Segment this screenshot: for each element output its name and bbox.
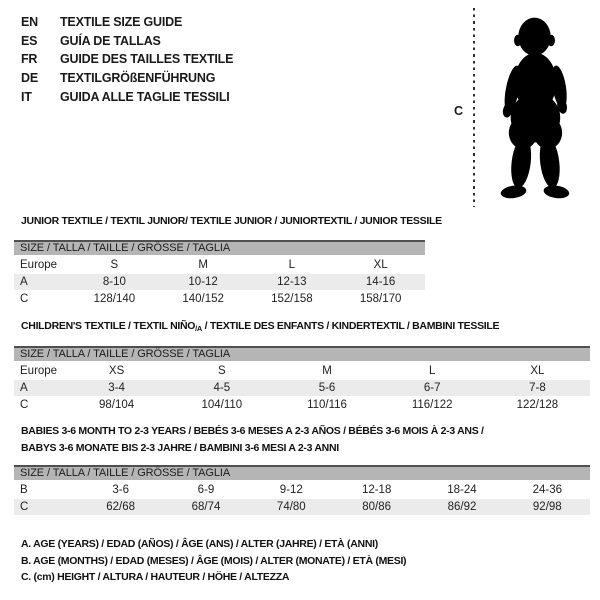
value-cell: 104/110 — [201, 399, 243, 411]
children-title-pre: CHILDREN'S TEXTILE / TEXTIL NIÑO — [21, 320, 196, 332]
footnote-age-years: A. AGE (YEARS) / EDAD (AÑOS) / ÂGE (ANS) / ALTER (JAHRE) / ETÀ (ANNI) — [21, 538, 378, 550]
row-label-cell: C — [20, 399, 29, 411]
children-title-post: / TEXTILE DES ENFANTS / KINDERTEXTIL / BAMBINI TESSILE — [202, 320, 500, 332]
footnote-legend — [21, 536, 406, 586]
table-size-header: SIZE / TALLA / TAILLE / GRÖSSE / TAGLIA — [14, 465, 590, 480]
value-cell: 12-13 — [277, 276, 307, 288]
table-row — [14, 363, 590, 379]
footnote-height-cm: C. (cm) HEIGHT / ALTURA / HAUTEUR / HÖHE / ALTEZZA — [21, 571, 290, 583]
value-cell: L — [429, 365, 436, 377]
list-item — [21, 69, 233, 88]
value-cell: M — [322, 365, 332, 377]
table-row — [14, 291, 425, 307]
table-row — [14, 257, 425, 273]
value-cell: 4-5 — [213, 382, 231, 394]
value-cell: 80/86 — [362, 501, 392, 513]
height-marker-label: C — [454, 104, 464, 118]
value-cell: 62/68 — [106, 501, 136, 513]
table-row — [14, 274, 425, 290]
row-label-cell: Europe — [20, 365, 58, 377]
value-cell: 74/80 — [276, 501, 306, 513]
table-row — [14, 380, 590, 396]
children-size-table — [14, 346, 590, 414]
children-section-title — [21, 320, 499, 333]
value-cell: XS — [108, 365, 125, 377]
row-label-cell: C — [20, 501, 29, 513]
value-cell: 10-12 — [188, 276, 218, 288]
junior-section-title: JUNIOR TEXTILE / TEXTIL JUNIOR/ TEXTILE JUNIOR / JUNIORTEXTIL / JUNIOR TESSILE — [21, 215, 442, 227]
value-cell: 3-6 — [112, 484, 129, 496]
babies-title-line2: BABYS 3-6 MONATE BIS 2-3 JAHRE / BAMBINI 3-6 MESI A 2-3 ANNI — [21, 441, 339, 454]
guide-title: TEXTILGRÖßENFÜHRUNG — [60, 71, 216, 86]
value-cell: 128/140 — [93, 293, 136, 305]
value-cell: L — [288, 259, 296, 271]
language-code: EN — [21, 15, 38, 30]
guide-title: GUÍA DE TALLAS — [60, 33, 161, 48]
value-cell: 140/152 — [182, 293, 224, 305]
value-cell: 7-8 — [529, 382, 546, 394]
list-item — [21, 32, 233, 51]
list-item — [21, 13, 233, 32]
language-code: ES — [21, 33, 38, 48]
value-cell: 9-12 — [279, 484, 303, 496]
babies-size-table — [14, 465, 590, 516]
language-code: IT — [21, 89, 32, 104]
list-item — [21, 87, 233, 106]
table-row — [14, 499, 590, 515]
footnote-age-months: B. AGE (MONTHS) / EDAD (MESES) / ÂGE (MOIS) / ALTER (MONATE) / ETÀ (MESI) — [21, 554, 407, 567]
value-cell: 86/92 — [447, 501, 477, 513]
value-cell: 68/74 — [191, 501, 221, 513]
height-dotted-line — [473, 8, 475, 207]
value-cell: XL — [373, 259, 388, 271]
value-cell: M — [198, 259, 208, 271]
value-cell: 24-36 — [532, 484, 563, 496]
babies-section-title — [21, 423, 484, 456]
value-cell: 8-10 — [102, 276, 126, 288]
value-cell: 158/170 — [359, 293, 402, 305]
value-cell: 152/158 — [271, 293, 313, 305]
value-cell: 98/104 — [99, 399, 135, 411]
language-code: DE — [21, 71, 38, 86]
guide-title: TEXTILE SIZE GUIDE — [60, 15, 183, 30]
value-cell: XL — [530, 365, 545, 377]
row-label-cell: B — [20, 484, 28, 496]
value-cell: 116/122 — [411, 399, 453, 411]
value-cell: 14-16 — [365, 276, 396, 288]
language-code: FR — [21, 52, 38, 67]
children-title-sub: /A — [195, 324, 203, 333]
language-title-list — [21, 13, 233, 106]
list-item — [21, 50, 233, 69]
value-cell: 12-18 — [361, 484, 392, 496]
row-label-cell: A — [20, 382, 28, 394]
baby-silhouette — [486, 10, 583, 210]
table-row — [14, 397, 590, 413]
junior-size-table — [14, 240, 425, 308]
value-cell: S — [110, 259, 119, 271]
value-cell: 110/116 — [307, 399, 347, 411]
value-cell: 3-4 — [108, 382, 125, 394]
value-cell: 6-7 — [423, 382, 441, 394]
row-label-cell: Europe — [20, 259, 58, 271]
value-cell: 5-6 — [318, 382, 336, 394]
table-row — [14, 482, 590, 498]
table-size-header: SIZE / TALLA / TAILLE / GRÖSSE / TAGLIA — [14, 240, 425, 255]
value-cell: 18-24 — [447, 484, 477, 496]
value-cell: 122/128 — [516, 399, 559, 411]
babies-title-line1: BABIES 3-6 MONTH TO 2-3 YEARS / BEBÉS 3-6 MESES A 2-3 AÑOS / BÉBÉS 3-6 MOIS À 2-3 ANS / — [21, 425, 484, 437]
value-cell: 92/98 — [532, 501, 562, 513]
table-size-header: SIZE / TALLA / TAILLE / GRÖSSE / TAGLIA — [14, 346, 590, 361]
value-cell: 6-9 — [197, 484, 215, 496]
row-label-cell: C — [20, 293, 29, 305]
value-cell: S — [217, 365, 226, 377]
guide-title: GUIDA ALLE TAGLIE TESSILI — [60, 89, 230, 104]
row-label-cell: A — [20, 276, 28, 288]
guide-title: GUIDE DES TAILLES TEXTILE — [60, 52, 234, 67]
